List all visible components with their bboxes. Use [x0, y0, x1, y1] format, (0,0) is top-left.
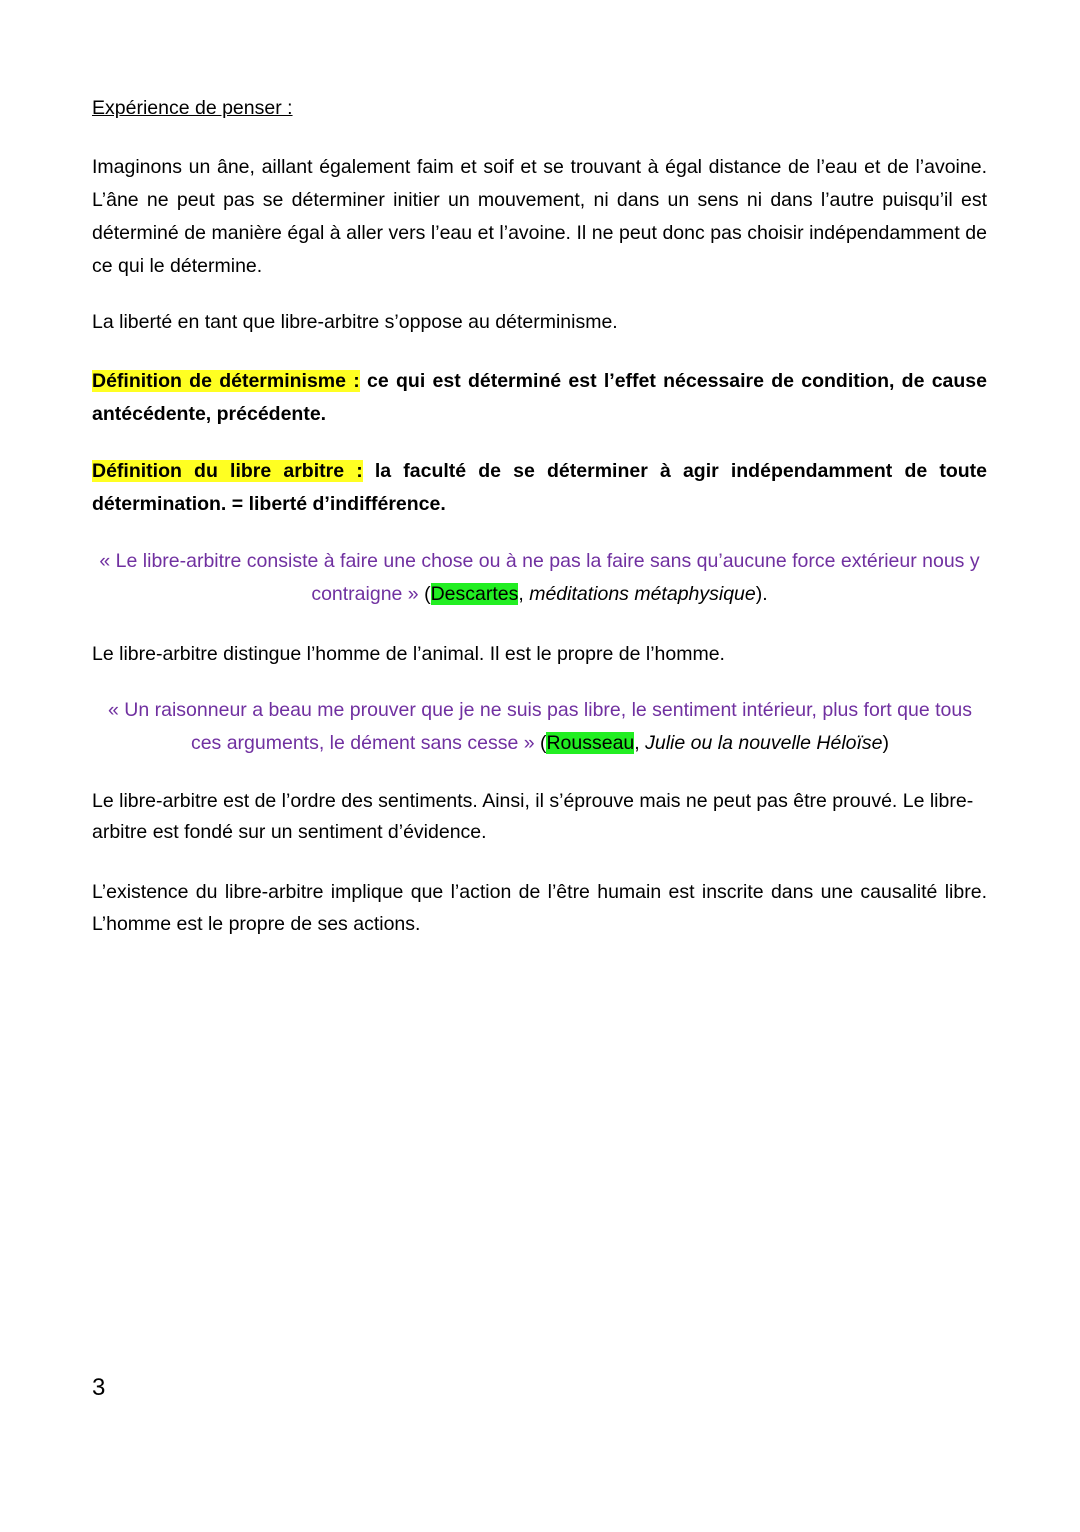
- quote-descartes: [92, 545, 987, 611]
- paragraph-liberty: La liberté en tant que libre-arbitre s’oppose au déterminisme.: [92, 311, 618, 333]
- page-number: 3: [92, 1374, 106, 1401]
- definition-determinism-text: ce qui est déterminé est l’effet nécessaire de condition, de cause antécédente, précédente.: [92, 370, 988, 425]
- paragraph-existence: L’existence du libre-arbitre implique que l’action de l’être humain est inscrite dans une causalité libre. L’homme est le propre de ses actions.: [92, 881, 987, 935]
- paragraph-man-animal: Le libre-arbitre distingue l’homme de l’animal. Il est le propre de l’homme.: [92, 643, 725, 665]
- definition-determinism: [92, 365, 987, 431]
- quote-rousseau-close-paren: ): [882, 732, 890, 754]
- quote-descartes-open-paren: (: [418, 583, 431, 605]
- work-meditations: méditations métaphysique: [529, 583, 756, 605]
- quote-rousseau-sep: ,: [634, 732, 646, 754]
- author-rousseau: Rousseau: [546, 732, 635, 754]
- quote-descartes-text: « Le libre-arbitre consiste à faire une chose ou à ne pas la faire sans qu’aucune force extérieur nous y contraigne »: [99, 550, 980, 605]
- section-title: Expérience de penser :: [92, 97, 293, 119]
- author-descartes: Descartes: [430, 583, 519, 605]
- definition-free-will-text: la faculté de se déterminer à agir indépendamment de toute détermination. = liberté d’indifférence.: [92, 460, 988, 515]
- quote-descartes-close-paren: ).: [755, 583, 768, 605]
- definition-determinism-term: Définition de déterminisme :: [92, 370, 360, 392]
- quote-rousseau: [100, 694, 980, 760]
- definition-free-will-term: Définition du libre arbitre :: [92, 460, 363, 482]
- work-julie: Julie ou la nouvelle Héloïse: [645, 732, 883, 754]
- definition-free-will: [92, 455, 987, 521]
- quote-rousseau-open-paren: (: [534, 732, 547, 754]
- quote-rousseau-text: « Un raisonneur a beau me prouver que je ne suis pas libre, le sentiment intérieur, plus fort que tous ces arguments, le dément sans cesse »: [108, 699, 972, 754]
- quote-descartes-sep: ,: [518, 583, 530, 605]
- paragraph-thought-experiment: Imaginons un âne, aillant également faim et soif et se trouvant à égal distance de l’eau et de l’avoine. L’âne ne peut pas se déterminer initier un mouvement, ni dans un sens ni dans l’autre puisqu’il est déterminé de manière égal à aller vers l’eau et l’avoine. Il ne peut donc pas choisir indépendamment de ce qui le détermine.: [92, 156, 987, 277]
- paragraph-sentiments: Le libre-arbitre est de l’ordre des sentiments. Ainsi, il s’éprouve mais ne peut pas être prouvé. Le libre-arbitre est fondé sur un sentiment d’évidence.: [92, 790, 974, 843]
